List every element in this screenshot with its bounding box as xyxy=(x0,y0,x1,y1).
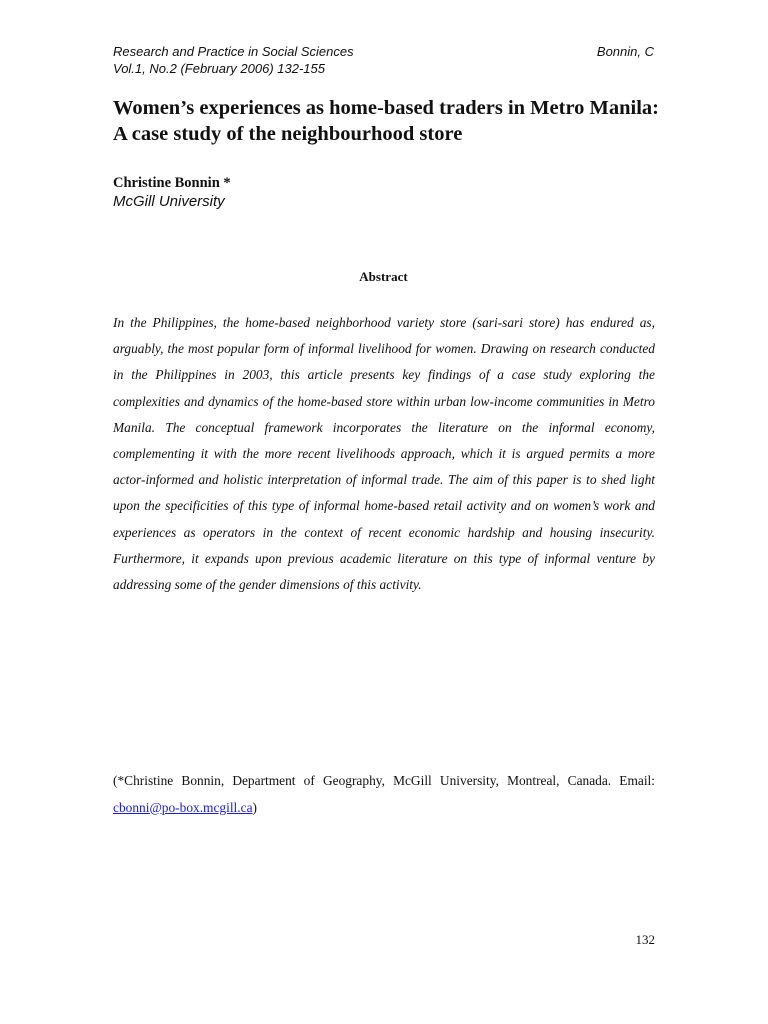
journal-volume: Vol.1, No.2 (February 2006) 132-155 xyxy=(113,61,325,76)
footnote-text: (*Christine Bonnin, Department of Geography, McGill University, Montreal, Canada. Email: xyxy=(113,773,655,788)
email-link[interactable]: cbonni@po-box.mcgill.ca xyxy=(113,799,253,815)
abstract-text: In the Philippines, the home-based neighborhood variety store (sari-sari store) has endured as, arguably, the most popular form of informal livelihood for women. Drawing on research conducted in the Philippines in 2003, this article presents key findings of a case study exploring the complexities and dynamics of the home-based store within urban low-income communities in Metro Manila. The conceptual framework incorporates the literature on the informal economy, complementing it with the more recent livelihoods approach, which it is argued permits a more actor-informed and holistic interpretation of informal trade. The aim of this paper is to shed light upon the specificities of this type of informal home-based retail activity and on women’s work and experiences as operators in the context of recent economic hardship and housing insecurity. Furthermore, it expands upon previous academic literature on this type of informal venture by addressing some of the gender dimensions of this activity. xyxy=(113,315,655,593)
running-header xyxy=(113,43,654,77)
footnote-closing: ) xyxy=(252,799,257,815)
article-title: Women’s experiences as home-based traders in Metro Manila: A case study of the neighbourhood store xyxy=(113,97,660,145)
running-author: Bonnin, C xyxy=(596,44,654,59)
abstract-heading: Abstract xyxy=(359,269,408,284)
author-affiliation: McGill University xyxy=(113,193,225,210)
journal-name: Research and Practice in Social Sciences xyxy=(113,44,354,59)
author-name: Christine Bonnin * xyxy=(113,175,231,191)
page-number: 132 xyxy=(635,932,655,947)
author-footnote xyxy=(113,768,655,821)
